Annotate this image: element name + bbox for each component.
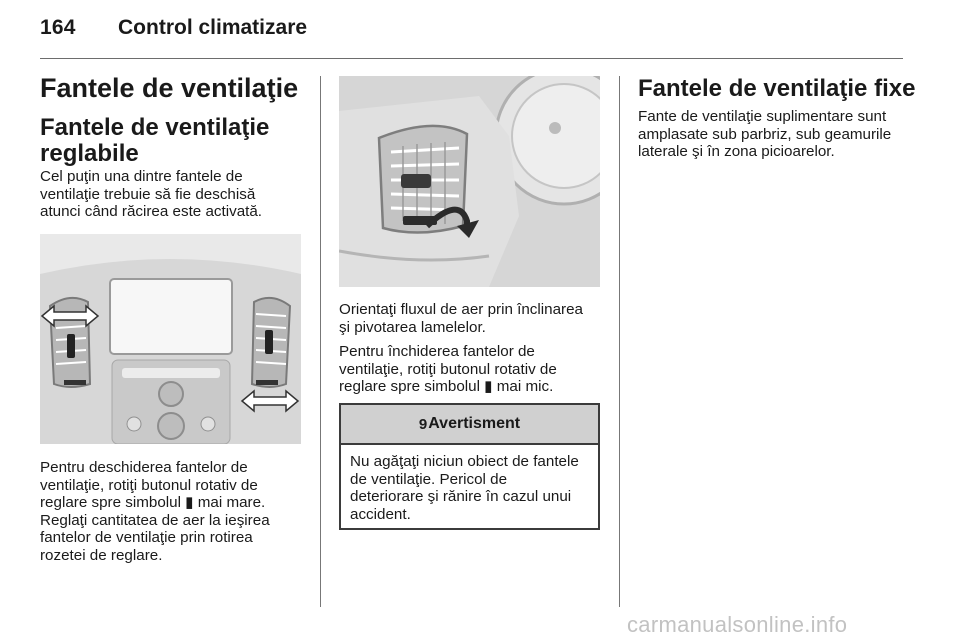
intro-paragraph (40, 168, 262, 221)
text-line: ventilaţie, rotiţi butonul rotativ de (339, 360, 557, 378)
text-line: reglare spre simbolul ▮ mai mare. (40, 494, 266, 512)
header-divider (40, 58, 903, 59)
watermark: carmanualsonline.info (627, 612, 848, 637)
column-divider-right (619, 76, 620, 607)
text-line: Fante de ventilaţie suplimentare sunt (638, 108, 887, 125)
text-line: reglare spre simbolul ▮ mai mic. (339, 378, 554, 396)
text-line: ventilaţie trebuie să fie deschisă (40, 185, 256, 203)
warning-box (339, 403, 600, 530)
section-title-fixed-vents: Fantele de ventilaţie fixe (638, 75, 916, 102)
text-line: Pentru deschiderea fantelor de (40, 459, 248, 476)
text-line: fantelor de ventilaţie prin rotirea (40, 529, 253, 547)
warning-header (341, 405, 598, 445)
section-title-vents: Fantele de ventilaţie (40, 73, 299, 103)
text-line: rozetei de reglare. (40, 546, 163, 564)
airflow-paragraph (339, 301, 583, 336)
text-line: de ventilaţie. Pericol de (350, 470, 508, 488)
column-divider-left (320, 76, 321, 607)
running-title: Control climatizare (118, 16, 308, 39)
side-vent-figure (339, 76, 600, 287)
subsection-title-line1: Fantele de ventilaţie (40, 114, 270, 141)
text-line: Orientaţi fluxul de aer prin înclinarea (339, 301, 583, 318)
dashboard-vents-figure (40, 234, 301, 444)
subsection-title-line2: reglabile (40, 140, 139, 167)
fixed-vents-paragraph (638, 108, 891, 161)
text-line: deteriorare şi rănire în cazul unui (350, 488, 572, 506)
text-line: şi pivotarea lamelelor. (339, 318, 486, 336)
text-line: Nu agăţaţi niciun obiect de fantele (350, 453, 579, 470)
text-line: Cel puţin una dintre fantele de (40, 168, 243, 185)
text-line: Reglaţi cantitatea de aer la ieşirea (40, 511, 270, 529)
text-line: amplasate sub parbriz, sub geamurile (638, 125, 892, 143)
text-line: ventilaţie, rotiţi butonul rotativ de (40, 476, 258, 494)
text-line: laterale şi în zona picioarelor. (638, 143, 835, 161)
warning-title: Avertisment (428, 415, 521, 432)
warning-text (341, 445, 598, 523)
warning-triangle-icon: 9 (418, 415, 428, 433)
text-line: accident. (350, 505, 411, 523)
text-line: atunci când răcirea este activată. (40, 203, 263, 221)
close-vents-paragraph (339, 343, 557, 396)
open-vents-paragraph (40, 459, 270, 565)
page-number: 164 (40, 16, 76, 39)
text-line: Pentru închiderea fantelor de (339, 343, 535, 360)
